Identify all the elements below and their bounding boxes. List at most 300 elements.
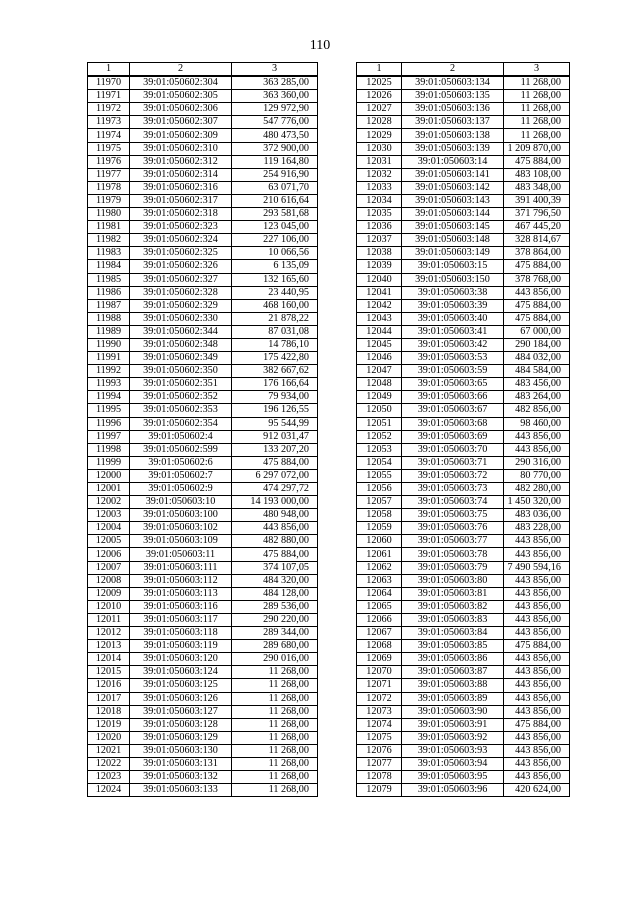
row-number-cell: 12008	[88, 574, 130, 587]
table-row	[357, 365, 570, 378]
value-cell: 290 316,00	[504, 456, 570, 469]
table-header-row	[357, 63, 570, 77]
table-row	[357, 76, 570, 90]
cadastral-number-cell: 39:01:050602:328	[130, 286, 232, 299]
table-row	[357, 338, 570, 351]
header-col-2: 2	[130, 63, 232, 77]
value-cell: 912 031,47	[232, 430, 318, 443]
cadastral-number-cell: 39:01:050602:304	[130, 76, 232, 90]
table-row	[357, 90, 570, 103]
table-row	[88, 260, 318, 273]
row-number-cell: 12025	[357, 76, 402, 90]
cadastral-number-cell: 39:01:050603:78	[402, 548, 504, 561]
table-row	[88, 208, 318, 221]
value-cell: 372 900,00	[232, 142, 318, 155]
cadastral-number-cell: 39:01:050603:84	[402, 627, 504, 640]
cadastral-number-cell: 39:01:050602:309	[130, 129, 232, 142]
cadastral-number-cell: 39:01:050603:119	[130, 640, 232, 653]
row-number-cell: 11992	[88, 365, 130, 378]
value-cell: 468 160,00	[232, 299, 318, 312]
cadastral-number-cell: 39:01:050603:88	[402, 679, 504, 692]
value-cell: 443 856,00	[504, 679, 570, 692]
cadastral-number-cell: 39:01:050603:109	[130, 535, 232, 548]
row-number-cell: 11972	[88, 103, 130, 116]
value-cell: 484 320,00	[232, 574, 318, 587]
cadastral-number-cell: 39:01:050603:85	[402, 640, 504, 653]
table-row	[357, 456, 570, 469]
row-number-cell: 12073	[357, 705, 402, 718]
cadastral-number-cell: 39:01:050603:69	[402, 430, 504, 443]
table-row	[357, 509, 570, 522]
row-number-cell: 12040	[357, 273, 402, 286]
cadastral-number-cell: 39:01:050603:148	[402, 234, 504, 247]
row-number-cell: 12007	[88, 561, 130, 574]
row-number-cell: 11999	[88, 456, 130, 469]
cadastral-number-cell: 39:01:050603:111	[130, 561, 232, 574]
table-row	[357, 352, 570, 365]
value-cell: 176 166,64	[232, 378, 318, 391]
table-row	[357, 378, 570, 391]
cadastral-number-cell: 39:01:050603:53	[402, 352, 504, 365]
cadastral-number-cell: 39:01:050603:79	[402, 561, 504, 574]
cadastral-number-cell: 39:01:050603:129	[130, 731, 232, 744]
cadastral-number-cell: 39:01:050603:143	[402, 194, 504, 207]
cadastral-number-cell: 39:01:050603:76	[402, 522, 504, 535]
row-number-cell: 12057	[357, 496, 402, 509]
value-cell: 475 884,00	[504, 299, 570, 312]
value-cell: 475 884,00	[232, 456, 318, 469]
row-number-cell: 11989	[88, 325, 130, 338]
table-row	[357, 194, 570, 207]
row-number-cell: 11977	[88, 168, 130, 181]
table-row	[88, 391, 318, 404]
row-number-cell: 12000	[88, 469, 130, 482]
row-number-cell: 12042	[357, 299, 402, 312]
table-row	[88, 194, 318, 207]
row-number-cell: 11978	[88, 181, 130, 194]
table-row	[88, 548, 318, 561]
row-number-cell: 12029	[357, 129, 402, 142]
cadastral-number-cell: 39:01:050603:82	[402, 600, 504, 613]
table-row	[88, 221, 318, 234]
row-number-cell: 12062	[357, 561, 402, 574]
value-cell: 11 268,00	[232, 757, 318, 770]
cadastral-number-cell: 39:01:050603:136	[402, 103, 504, 116]
value-cell: 175 422,80	[232, 352, 318, 365]
table-row	[357, 208, 570, 221]
table-row	[88, 312, 318, 325]
table-row	[357, 600, 570, 613]
row-number-cell: 12066	[357, 613, 402, 626]
value-cell: 547 776,00	[232, 116, 318, 129]
value-cell: 475 884,00	[504, 718, 570, 731]
table-row	[357, 535, 570, 548]
cadastral-number-cell: 39:01:050603:87	[402, 666, 504, 679]
row-number-cell: 12063	[357, 574, 402, 587]
cadastral-number-cell: 39:01:050603:89	[402, 692, 504, 705]
cadastral-number-cell: 39:01:050603:90	[402, 705, 504, 718]
value-cell: 443 856,00	[504, 771, 570, 784]
table-row	[88, 653, 318, 666]
table-row	[88, 76, 318, 90]
table-row	[88, 587, 318, 600]
cadastral-number-cell: 39:01:050602:316	[130, 181, 232, 194]
row-number-cell: 12013	[88, 640, 130, 653]
table-row	[357, 103, 570, 116]
table-row	[357, 312, 570, 325]
header-col-3: 3	[504, 63, 570, 77]
cadastral-number-cell: 39:01:050603:66	[402, 391, 504, 404]
cadastral-number-cell: 39:01:050603:15	[402, 260, 504, 273]
table-row	[357, 653, 570, 666]
table-row	[357, 443, 570, 456]
value-cell: 474 297,72	[232, 483, 318, 496]
value-cell: 119 164,80	[232, 155, 318, 168]
cadastral-number-cell: 39:01:050603:92	[402, 731, 504, 744]
value-cell: 289 536,00	[232, 600, 318, 613]
value-cell: 6 297 072,00	[232, 469, 318, 482]
row-number-cell: 12072	[357, 692, 402, 705]
row-number-cell: 12068	[357, 640, 402, 653]
value-cell: 289 680,00	[232, 640, 318, 653]
value-cell: 11 268,00	[232, 771, 318, 784]
cadastral-number-cell: 39:01:050603:71	[402, 456, 504, 469]
row-number-cell: 12065	[357, 600, 402, 613]
value-cell: 11 268,00	[232, 744, 318, 757]
table-row	[88, 273, 318, 286]
cadastral-number-cell: 39:01:050603:144	[402, 208, 504, 221]
row-number-cell: 12050	[357, 404, 402, 417]
value-cell: 443 856,00	[504, 574, 570, 587]
table-row	[88, 417, 318, 430]
table-row	[88, 142, 318, 155]
row-number-cell: 12045	[357, 338, 402, 351]
value-cell: 484 128,00	[232, 587, 318, 600]
row-number-cell: 12059	[357, 522, 402, 535]
value-cell: 7 490 594,16	[504, 561, 570, 574]
table-row	[357, 627, 570, 640]
cadastral-number-cell: 39:01:050603:116	[130, 600, 232, 613]
table-row	[357, 299, 570, 312]
table-row	[357, 391, 570, 404]
table-row	[88, 744, 318, 757]
cadastral-number-cell: 39:01:050602:4	[130, 430, 232, 443]
table-row	[357, 404, 570, 417]
row-number-cell: 12067	[357, 627, 402, 640]
table-row	[357, 784, 570, 797]
table-row	[88, 234, 318, 247]
row-number-cell: 12036	[357, 221, 402, 234]
table-row	[88, 103, 318, 116]
cadastral-number-cell: 39:01:050603:65	[402, 378, 504, 391]
cadastral-number-cell: 39:01:050603:72	[402, 469, 504, 482]
row-number-cell: 12079	[357, 784, 402, 797]
row-number-cell: 12048	[357, 378, 402, 391]
cadastral-number-cell: 39:01:050602:314	[130, 168, 232, 181]
table-row	[357, 234, 570, 247]
value-cell: 484 032,00	[504, 352, 570, 365]
row-number-cell: 11990	[88, 338, 130, 351]
value-cell: 14 193 000,00	[232, 496, 318, 509]
value-cell: 80 770,00	[504, 469, 570, 482]
row-number-cell: 12075	[357, 731, 402, 744]
row-number-cell: 11971	[88, 90, 130, 103]
value-cell: 443 856,00	[504, 705, 570, 718]
value-cell: 254 916,90	[232, 168, 318, 181]
cadastral-number-cell: 39:01:050602:353	[130, 404, 232, 417]
value-cell: 443 856,00	[504, 286, 570, 299]
row-number-cell: 12035	[357, 208, 402, 221]
row-number-cell: 12028	[357, 116, 402, 129]
cadastral-number-cell: 39:01:050603:142	[402, 181, 504, 194]
cadastral-number-cell: 39:01:050603:131	[130, 757, 232, 770]
table-row	[88, 168, 318, 181]
table-row	[88, 718, 318, 731]
row-number-cell: 12076	[357, 744, 402, 757]
value-cell: 480 473,50	[232, 129, 318, 142]
value-cell: 443 856,00	[504, 731, 570, 744]
row-number-cell: 11985	[88, 273, 130, 286]
cadastral-number-cell: 39:01:050602:344	[130, 325, 232, 338]
row-number-cell: 12022	[88, 757, 130, 770]
table-row	[357, 181, 570, 194]
row-number-cell: 12033	[357, 181, 402, 194]
row-number-cell: 12051	[357, 417, 402, 430]
value-cell: 483 036,00	[504, 509, 570, 522]
cadastral-number-cell: 39:01:050603:132	[130, 771, 232, 784]
row-number-cell: 11976	[88, 155, 130, 168]
table-row	[88, 561, 318, 574]
cadastral-number-cell: 39:01:050603:68	[402, 417, 504, 430]
table-body-right	[357, 76, 570, 797]
value-cell: 11 268,00	[504, 76, 570, 90]
cadastral-number-cell: 39:01:050602:325	[130, 247, 232, 260]
value-cell: 443 856,00	[504, 744, 570, 757]
table-row	[88, 666, 318, 679]
table-row	[88, 483, 318, 496]
header-col-1: 1	[88, 63, 130, 77]
value-cell: 483 456,00	[504, 378, 570, 391]
table-row	[357, 142, 570, 155]
row-number-cell: 11996	[88, 417, 130, 430]
cadastral-number-cell: 39:01:050602:599	[130, 443, 232, 456]
value-cell: 482 856,00	[504, 404, 570, 417]
table-row	[357, 221, 570, 234]
table-row	[88, 338, 318, 351]
cadastral-number-cell: 39:01:050603:41	[402, 325, 504, 338]
value-cell: 63 071,70	[232, 181, 318, 194]
value-cell: 6 135,09	[232, 260, 318, 273]
value-cell: 11 268,00	[232, 666, 318, 679]
value-cell: 196 126,55	[232, 404, 318, 417]
cadastral-number-cell: 39:01:050602:312	[130, 155, 232, 168]
table-row	[88, 771, 318, 784]
cadastral-number-cell: 39:01:050602:351	[130, 378, 232, 391]
value-cell: 443 856,00	[504, 430, 570, 443]
cadastral-number-cell: 39:01:050603:95	[402, 771, 504, 784]
row-number-cell: 12071	[357, 679, 402, 692]
table-row	[88, 640, 318, 653]
table-row	[88, 116, 318, 129]
table-row	[357, 718, 570, 731]
row-number-cell: 11998	[88, 443, 130, 456]
row-number-cell: 11973	[88, 116, 130, 129]
value-cell: 11 268,00	[504, 129, 570, 142]
value-cell: 95 544,99	[232, 417, 318, 430]
value-cell: 378 864,00	[504, 247, 570, 260]
row-number-cell: 12003	[88, 509, 130, 522]
cadastral-number-cell: 39:01:050603:127	[130, 705, 232, 718]
value-cell: 443 856,00	[504, 587, 570, 600]
cadastral-number-cell: 39:01:050603:70	[402, 443, 504, 456]
table-row	[88, 129, 318, 142]
row-number-cell: 12015	[88, 666, 130, 679]
row-number-cell: 12078	[357, 771, 402, 784]
value-cell: 475 884,00	[504, 312, 570, 325]
table-row	[357, 587, 570, 600]
header-col-1: 1	[357, 63, 402, 77]
value-cell: 475 884,00	[232, 548, 318, 561]
value-cell: 290 184,00	[504, 338, 570, 351]
value-cell: 11 268,00	[232, 679, 318, 692]
table-row	[357, 744, 570, 757]
table-right	[356, 62, 570, 797]
row-number-cell: 12034	[357, 194, 402, 207]
cadastral-number-cell: 39:01:050603:83	[402, 613, 504, 626]
row-number-cell: 11970	[88, 76, 130, 90]
value-cell: 483 264,00	[504, 391, 570, 404]
table-header-row	[88, 63, 318, 77]
value-cell: 87 031,08	[232, 325, 318, 338]
table-row	[88, 692, 318, 705]
table-row	[88, 247, 318, 260]
value-cell: 443 856,00	[504, 757, 570, 770]
row-number-cell: 12023	[88, 771, 130, 784]
table-row	[357, 260, 570, 273]
table-row	[88, 404, 318, 417]
cadastral-number-cell: 39:01:050602:330	[130, 312, 232, 325]
row-number-cell: 12024	[88, 784, 130, 797]
value-cell: 1 450 320,00	[504, 496, 570, 509]
table-row	[357, 640, 570, 653]
cadastral-number-cell: 39:01:050603:137	[402, 116, 504, 129]
value-cell: 483 348,00	[504, 181, 570, 194]
value-cell: 443 856,00	[504, 692, 570, 705]
row-number-cell: 11974	[88, 129, 130, 142]
value-cell: 11 268,00	[232, 692, 318, 705]
row-number-cell: 12014	[88, 653, 130, 666]
table-row	[357, 679, 570, 692]
row-number-cell: 12010	[88, 600, 130, 613]
table-row	[88, 286, 318, 299]
table-row	[88, 181, 318, 194]
value-cell: 475 884,00	[504, 260, 570, 273]
row-number-cell: 11997	[88, 430, 130, 443]
value-cell: 11 268,00	[504, 116, 570, 129]
cadastral-number-cell: 39:01:050603:77	[402, 535, 504, 548]
value-cell: 79 934,00	[232, 391, 318, 404]
cadastral-number-cell: 39:01:050602:318	[130, 208, 232, 221]
row-number-cell: 12064	[357, 587, 402, 600]
row-number-cell: 12006	[88, 548, 130, 561]
row-number-cell: 12044	[357, 325, 402, 338]
row-number-cell: 11994	[88, 391, 130, 404]
cadastral-number-cell: 39:01:050602:354	[130, 417, 232, 430]
value-cell: 443 856,00	[504, 548, 570, 561]
value-cell: 391 400,39	[504, 194, 570, 207]
value-cell: 293 581,68	[232, 208, 318, 221]
row-number-cell: 12053	[357, 443, 402, 456]
cadastral-number-cell: 39:01:050603:102	[130, 522, 232, 535]
cadastral-number-cell: 39:01:050603:120	[130, 653, 232, 666]
value-cell: 420 624,00	[504, 784, 570, 797]
value-cell: 475 884,00	[504, 640, 570, 653]
table-row	[357, 757, 570, 770]
row-number-cell: 12019	[88, 718, 130, 731]
cadastral-number-cell: 39:01:050602:307	[130, 116, 232, 129]
row-number-cell: 12037	[357, 234, 402, 247]
row-number-cell: 12011	[88, 613, 130, 626]
table-row	[357, 483, 570, 496]
cadastral-number-cell: 39:01:050603:14	[402, 155, 504, 168]
value-cell: 11 268,00	[232, 705, 318, 718]
row-number-cell: 11995	[88, 404, 130, 417]
cadastral-number-cell: 39:01:050602:348	[130, 338, 232, 351]
table-row	[357, 771, 570, 784]
cadastral-number-cell: 39:01:050602:329	[130, 299, 232, 312]
cadastral-number-cell: 39:01:050603:125	[130, 679, 232, 692]
value-cell: 290 016,00	[232, 653, 318, 666]
cadastral-number-cell: 39:01:050603:73	[402, 483, 504, 496]
header-col-3: 3	[232, 63, 318, 77]
row-number-cell: 12002	[88, 496, 130, 509]
value-cell: 483 108,00	[504, 168, 570, 181]
row-number-cell: 11991	[88, 352, 130, 365]
value-cell: 11 268,00	[504, 90, 570, 103]
value-cell: 11 268,00	[232, 784, 318, 797]
table-row	[357, 731, 570, 744]
row-number-cell: 12020	[88, 731, 130, 744]
cadastral-number-cell: 39:01:050602:350	[130, 365, 232, 378]
cadastral-number-cell: 39:01:050603:38	[402, 286, 504, 299]
value-cell: 443 856,00	[504, 613, 570, 626]
value-cell: 443 856,00	[504, 653, 570, 666]
cadastral-number-cell: 39:01:050602:352	[130, 391, 232, 404]
cadastral-number-cell: 39:01:050603:75	[402, 509, 504, 522]
cadastral-number-cell: 39:01:050603:94	[402, 757, 504, 770]
cadastral-number-cell: 39:01:050603:141	[402, 168, 504, 181]
cadastral-number-cell: 39:01:050603:134	[402, 76, 504, 90]
row-number-cell: 11984	[88, 260, 130, 273]
table-row	[357, 325, 570, 338]
value-cell: 23 440,95	[232, 286, 318, 299]
value-cell: 67 000,00	[504, 325, 570, 338]
table-row	[88, 155, 318, 168]
row-number-cell: 12043	[357, 312, 402, 325]
row-number-cell: 12005	[88, 535, 130, 548]
cadastral-number-cell: 39:01:050602:326	[130, 260, 232, 273]
cadastral-number-cell: 39:01:050602:7	[130, 469, 232, 482]
table-row	[88, 443, 318, 456]
table-row	[88, 509, 318, 522]
value-cell: 378 768,00	[504, 273, 570, 286]
table-row	[357, 417, 570, 430]
table-row	[357, 666, 570, 679]
table-row	[88, 600, 318, 613]
table-row	[88, 378, 318, 391]
row-number-cell: 12070	[357, 666, 402, 679]
row-number-cell: 12031	[357, 155, 402, 168]
